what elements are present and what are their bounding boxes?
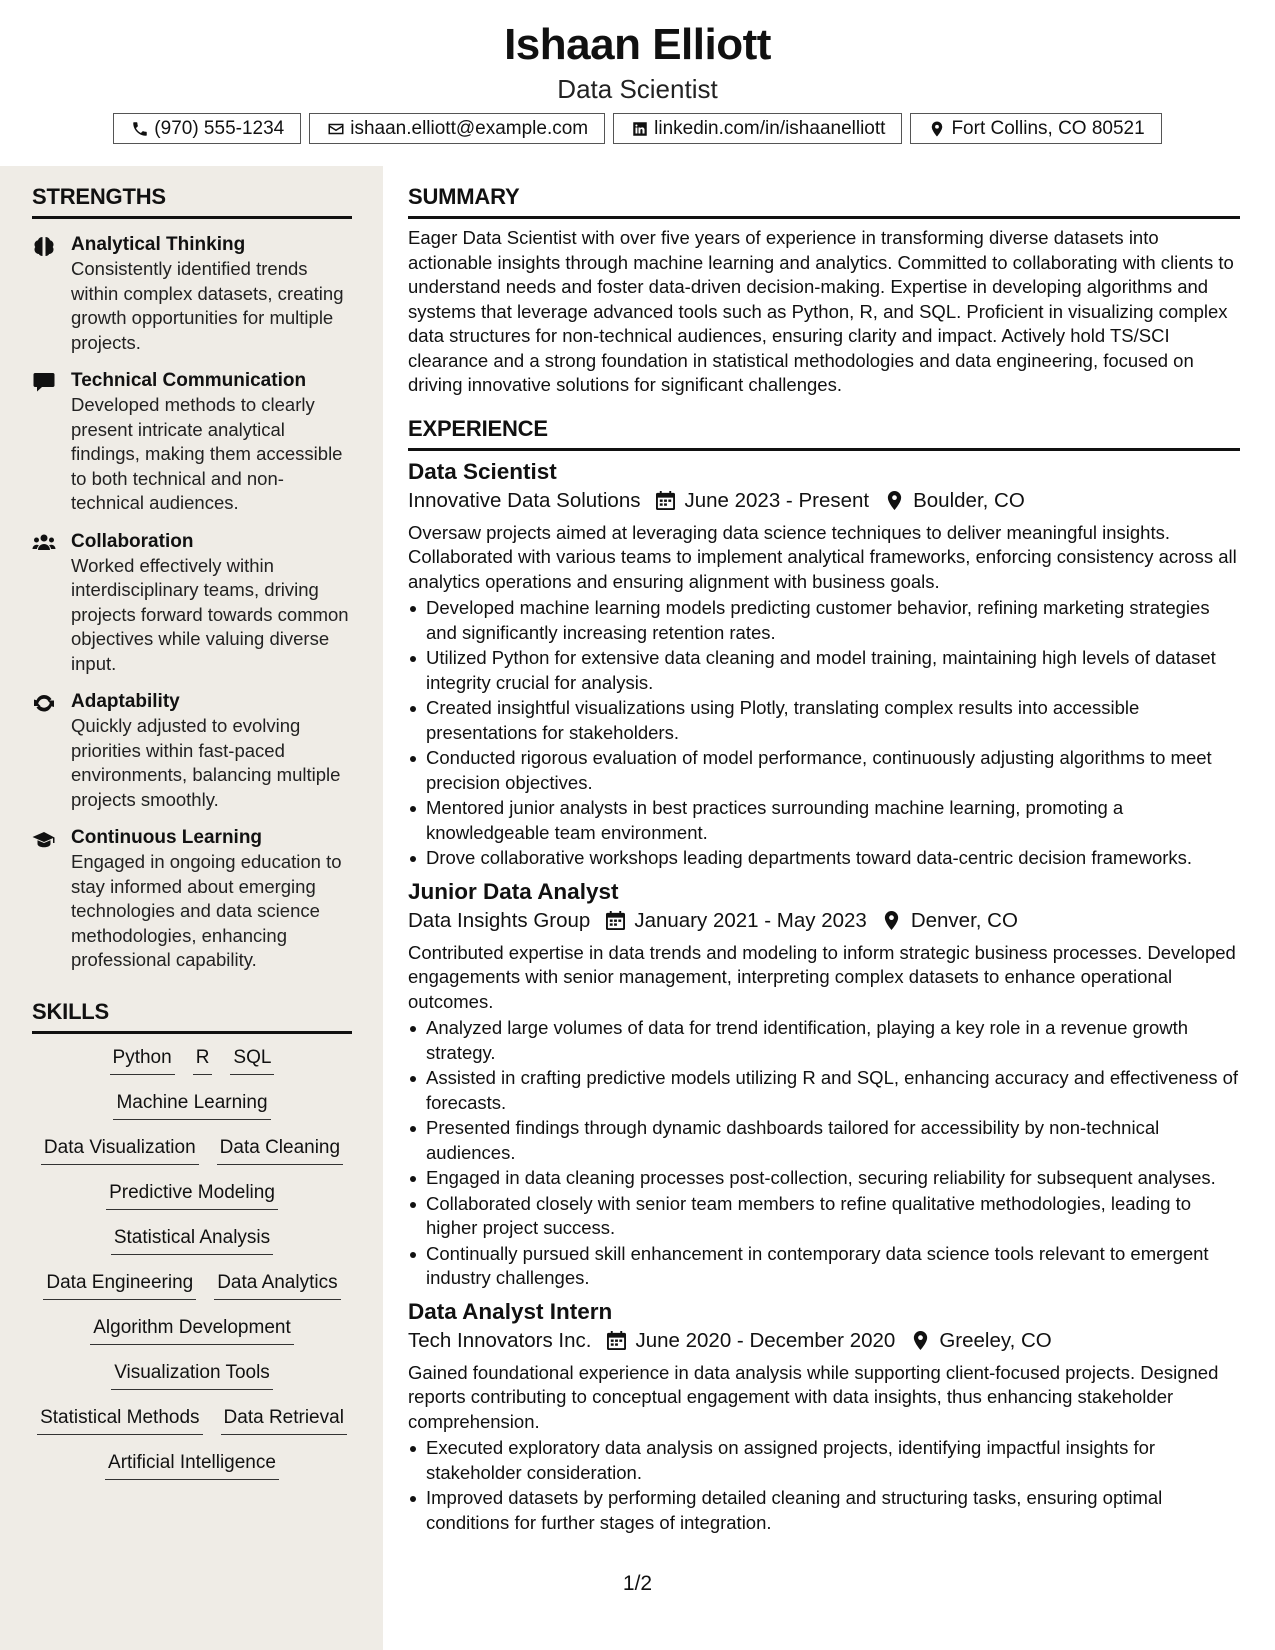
job-meta <box>408 489 1240 513</box>
skill-tag: Algorithm Development <box>90 1314 293 1345</box>
job-bullets <box>408 1016 1240 1291</box>
page-number: 1/2 <box>622 1572 653 1595</box>
main-content <box>408 166 1240 1536</box>
person-name: Ishaan Elliott <box>504 20 771 69</box>
job-entry <box>408 879 1240 1291</box>
strength-title: Collaboration <box>71 530 194 552</box>
strength-item <box>32 690 352 812</box>
skill-tag: Data Visualization <box>41 1134 199 1165</box>
strength-item <box>32 233 352 355</box>
job-location: Greeley, CO <box>939 1328 1052 1352</box>
brain-icon <box>32 235 56 257</box>
job-description: Gained foundational experience in data analysis while supporting client-focused projects. Designed reports contributing to conceptual engagement with data insights, thus enhancing stakeholder comprehension. <box>408 1361 1219 1432</box>
job-location: Denver, CO <box>910 908 1018 932</box>
skill-tag: Machine Learning <box>113 1089 270 1120</box>
job-meta <box>408 909 1240 933</box>
contact-email-text: ishaan.elliott@example.com <box>350 117 589 139</box>
job-entry <box>408 1299 1240 1536</box>
job-title: Data Scientist <box>408 458 557 484</box>
job-meta <box>408 1329 1240 1353</box>
experience-heading: EXPERIENCE <box>408 416 1240 451</box>
strength-item <box>32 369 352 516</box>
list-item: Conducted rigorous evaluation of model performance, continuously adjusting algorithms to meet precision objectives. <box>408 746 1240 795</box>
contact-phone[interactable] <box>113 113 301 144</box>
list-item: Utilized Python for extensive data cleaning and model training, maintaining high levels of dataset integrity crucial for analysis. <box>408 646 1240 695</box>
contact-linkedin[interactable] <box>613 113 902 144</box>
strengths-heading: STRENGTHS <box>32 184 352 219</box>
strength-title: Adaptability <box>71 691 180 712</box>
strength-title: Continuous Learning <box>71 827 263 848</box>
strength-description: Consistently identified trends within complex datasets, creating growth opportunities for multiple projects. <box>71 258 344 353</box>
skill-tag: Data Engineering <box>43 1269 196 1300</box>
list-item: Developed machine learning models predicting customer behavior, refining marketing strategies and significantly increasing retention rates. <box>408 596 1240 645</box>
job-location: Boulder, CO <box>913 488 1025 512</box>
list-item: Analyzed large volumes of data for trend identification, playing a key role in a revenue growth strategy. <box>408 1016 1240 1065</box>
skills-list <box>32 1044 352 1480</box>
skill-tag: Data Analytics <box>214 1269 340 1300</box>
speech-bubble-icon <box>32 371 56 393</box>
list-item: Engaged in data cleaning processes post-collection, securing reliability for subsequent analyses. <box>408 1166 1240 1191</box>
calendar-icon <box>654 490 676 512</box>
map-pin-icon <box>909 1330 931 1352</box>
contact-linkedin-text: linkedin.com/in/ishaanelliott <box>654 117 886 139</box>
job-entry <box>408 459 1240 871</box>
contact-location-text: Fort Collins, CO 80521 <box>951 117 1145 139</box>
calendar-icon <box>604 910 626 932</box>
map-pin-icon <box>883 490 905 512</box>
skill-tag: SQL <box>230 1044 274 1075</box>
job-bullets <box>408 596 1240 871</box>
list-item: Mentored junior analysts in best practices surrounding machine learning, promoting a knowledgeable team environment. <box>408 796 1240 845</box>
list-item: Created insightful visualizations using Plotly, translating complex results into accessible presentations for stakeholders. <box>408 696 1240 745</box>
strength-item <box>32 826 352 973</box>
job-description: Oversaw projects aimed at leveraging data science techniques to deliver meaningful insights. Collaborated with various teams to implement analytical frameworks, enforcing consistency across all analytics operations and ensuring alignment with business goals. <box>408 521 1237 592</box>
skill-tag: R <box>193 1044 213 1075</box>
skills-heading: SKILLS <box>32 999 352 1034</box>
skill-tag: Statistical Methods <box>37 1404 202 1435</box>
users-icon <box>32 532 56 554</box>
list-item: Drove collaborative workshops leading departments toward data-centric decision frameworks. <box>408 846 1240 871</box>
skill-tag: Python <box>110 1044 175 1075</box>
strength-item <box>32 530 352 677</box>
list-item: Improved datasets by performing detailed cleaning and structuring tasks, ensuring optimal conditions for further stages of integration. <box>408 1486 1240 1535</box>
job-title-headline: Data Scientist <box>557 74 718 104</box>
calendar-icon <box>605 1330 627 1352</box>
list-item: Assisted in crafting predictive models utilizing R and SQL, enhancing accuracy and effectiveness of forecasts. <box>408 1066 1240 1115</box>
strength-description: Worked effectively within interdisciplinary teams, driving projects forward towards common objectives while valuing diverse input. <box>71 554 349 674</box>
envelope-icon <box>326 119 346 139</box>
list-item: Presented findings through dynamic dashboards tailored for accessibility by non-technical audiences. <box>408 1116 1240 1165</box>
map-pin-icon <box>881 910 903 932</box>
job-description: Contributed expertise in data trends and modeling to inform strategic business processes. Developed engagements with senior management, interpreting complex datasets to enhance operational outcomes. <box>408 941 1236 1012</box>
job-title: Data Analyst Intern <box>408 1298 613 1324</box>
skill-tag: Visualization Tools <box>111 1359 273 1390</box>
graduation-cap-icon <box>32 828 56 850</box>
company-name: Data Insights Group <box>408 908 591 932</box>
contact-location[interactable] <box>910 113 1161 144</box>
linkedin-icon <box>630 119 650 139</box>
skill-tag: Artificial Intelligence <box>105 1449 279 1480</box>
skill-tag: Data Cleaning <box>217 1134 343 1165</box>
strength-description: Developed methods to clearly present intricate analytical findings, making them accessible to both technical and non-technical audiences. <box>71 394 343 513</box>
strength-title: Analytical Thinking <box>71 234 246 255</box>
strength-description: Quickly adjusted to evolving priorities within fast-paced environments, balancing multiple projects smoothly. <box>71 715 341 810</box>
job-dates: January 2021 - May 2023 <box>634 908 867 932</box>
skill-tag: Predictive Modeling <box>106 1179 278 1210</box>
list-item: Continually pursued skill enhancement in contemporary data science tools relevant to emergent industry challenges. <box>408 1242 1240 1291</box>
company-name: Innovative Data Solutions <box>408 488 641 512</box>
contact-phone-text: (970) 555-1234 <box>154 117 285 139</box>
skill-tag: Data Retrieval <box>221 1404 347 1435</box>
list-item: Collaborated closely with senior team members to refine qualitative methodologies, leading to higher project success. <box>408 1192 1240 1241</box>
job-bullets <box>408 1436 1240 1535</box>
map-pin-icon <box>927 119 947 139</box>
company-name: Tech Innovators Inc. <box>408 1328 592 1352</box>
list-item: Executed exploratory data analysis on assigned projects, identifying impactful insights for stakeholder consideration. <box>408 1436 1240 1485</box>
skill-tag: Statistical Analysis <box>111 1224 273 1255</box>
contact-bar <box>0 113 1275 144</box>
job-dates: June 2020 - December 2020 <box>635 1328 896 1352</box>
summary-text: Eager Data Scientist with over five years of experience in transforming diverse datasets into actionable insights through machine learning and analytics. Committed to collaborating with clients to understand needs and foster data-driven decision-making. Expertise in developing algorithms and systems that leverage advanced tools such as Python, R, and SQL. Proficient in visualizing complex data structures for non-technical audiences, ensuring clarity and impact. Actively hold TS/SCI clearance and a strong foundation in statistical methodologies and data engineering, focused on driving innovative solutions for significant challenges. <box>408 227 1234 395</box>
strength-description: Engaged in ongoing education to stay informed about emerging technologies and data science methodologies, enhancing professional capability. <box>71 851 342 970</box>
summary-heading: SUMMARY <box>408 184 1240 219</box>
job-dates: June 2023 - Present <box>684 488 870 512</box>
job-title: Junior Data Analyst <box>408 878 619 904</box>
contact-email[interactable] <box>309 113 605 144</box>
phone-icon <box>130 119 150 139</box>
resume-header <box>0 0 1275 166</box>
strength-title: Technical Communication <box>71 370 307 391</box>
sync-icon <box>32 692 56 714</box>
sidebar <box>0 166 383 1650</box>
